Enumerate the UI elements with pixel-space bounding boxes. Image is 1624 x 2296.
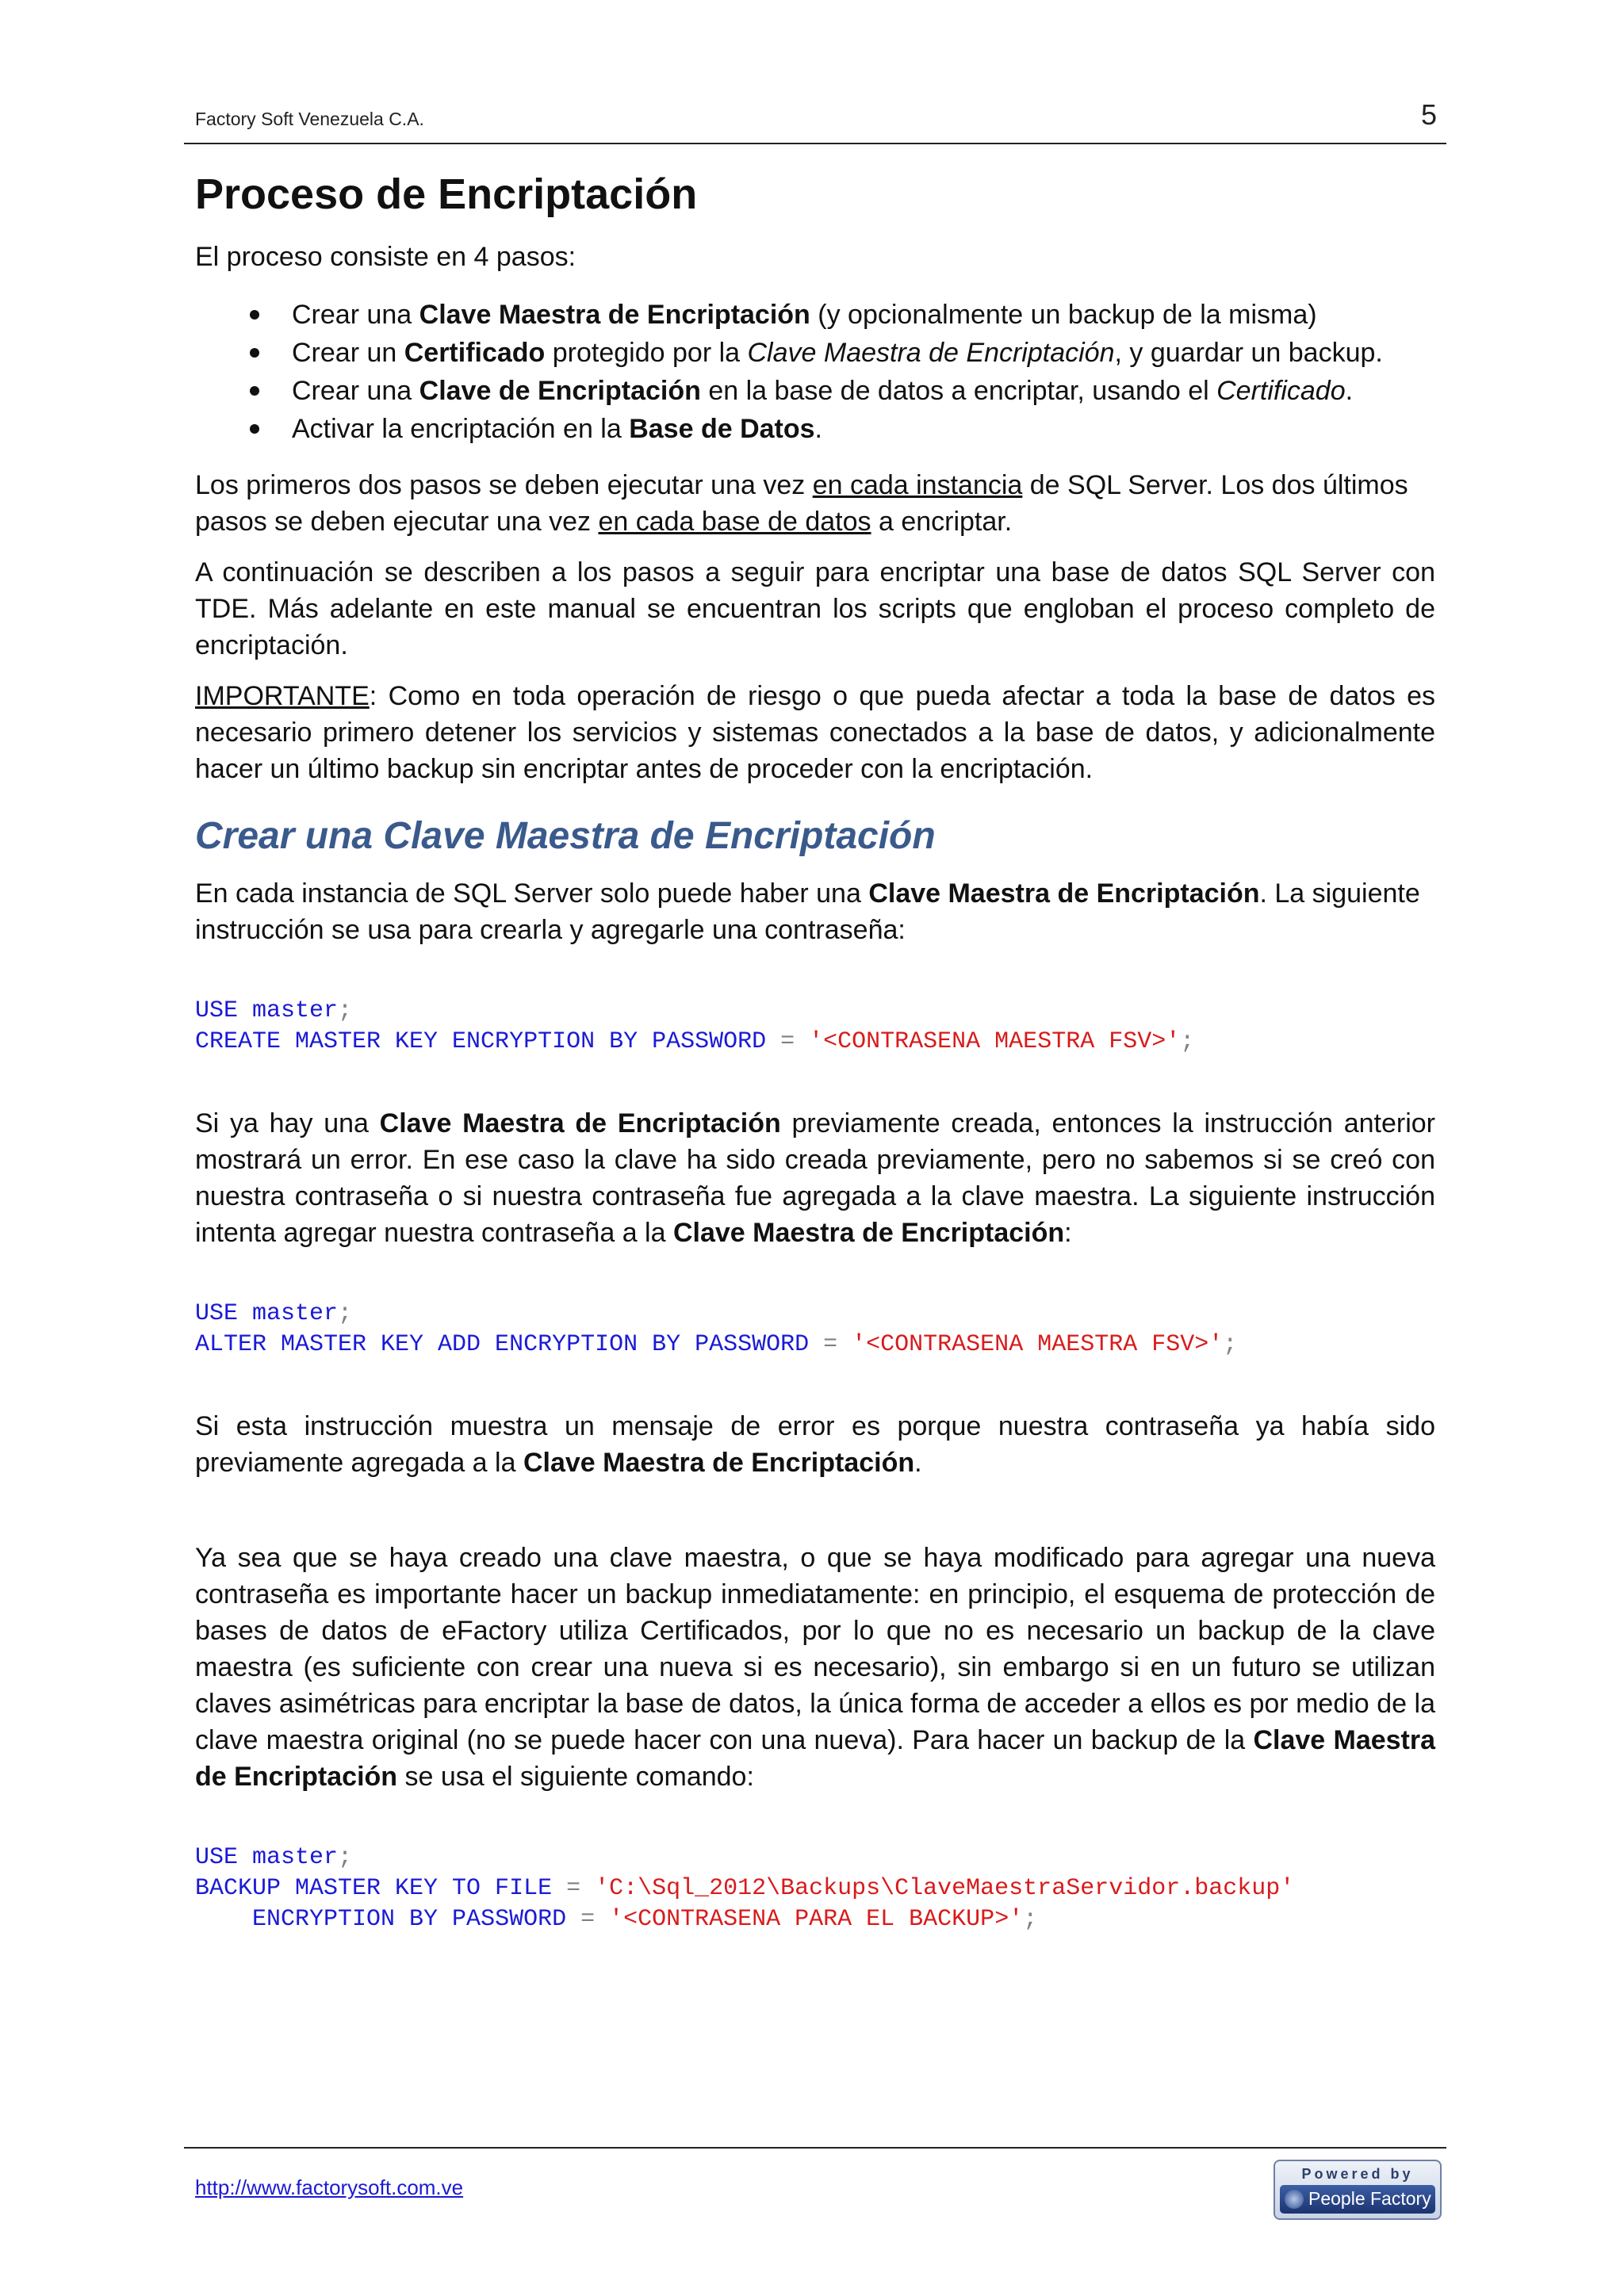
list-item: Crear una Clave Maestra de Encriptación (y opcionalmente un backup de la misma) <box>195 296 1435 334</box>
code-block-create: USE master; CREATE MASTER KEY ENCRYPTION BY PASSWORD = '<CONTRASENA MAESTRA FSV>'; <box>195 997 1195 1056</box>
important-paragraph: IMPORTANTE: Como en toda operación de riesgo o que pueda afectar a toda la base de datos es necesario primero detener los servicios y sistemas conectados a la base de datos, y adicionalmente hacer un último backup sin encriptar antes de proceder con la encriptación. <box>195 681 1435 785</box>
instance-paragraph: En cada instancia de SQL Server solo puede haber una Clave Maestra de Encriptación. La siguiente instrucción se usa para crearla y agregarle una contraseña: <box>195 878 1420 946</box>
code-block-alter: USE master; ALTER MASTER KEY ADD ENCRYPTION BY PASSWORD = '<CONTRASENA MAESTRA FSV>'; <box>195 1300 1238 1359</box>
page-number: 5 <box>1420 98 1437 131</box>
backup-paragraph: Ya sea que se haya creado una clave maestra, o que se haya modificado para agregar una nueva contraseña es importante hacer un backup inmediatamente: en principio, el esquema de protección de bases de datos de eFactory utiliza Certificados, por lo que no es necesario un backup de la clave maestra (es suficiente con crear una nueva si es necesario), sin embargo si en un futuro se utilizan claves asimétricas para encriptar la base de datos, la única forma de acceder a ellos es por medio de la clave maestra original (no se puede hacer con una nueva). Para hacer un backup de la Clave Maestra de Encriptación se usa el siguiente comando: <box>195 1543 1436 1793</box>
page-header <box>184 98 1446 144</box>
code-block-backup: USE master; BACKUP MASTER KEY TO FILE = 'C:\Sql_2012\Backups\ClaveMaestraServidor.backup' ENCRYPTION BY PASSWORD = '<CONTRASENA PARA EL BACKUP>'; <box>195 1844 1295 1934</box>
important-label: IMPORTANTE <box>195 681 370 712</box>
globe-icon <box>1285 2190 1304 2209</box>
already-paragraph: Si ya hay una Clave Maestra de Encriptación previamente creada, entonces la instrucción anterior mostrará un error. En ese caso la clave ha sido creada previamente, pero no sabemos si se creó con nuestra contraseña o si nuestra contraseña fue agregada a la clave maestra. La siguiente instrucción intenta agregar nuestra contraseña a la Clave Maestra de Encriptación: <box>195 1108 1435 1249</box>
bullet-icon <box>250 386 259 396</box>
page-title: Proceso de Encriptación <box>195 170 698 218</box>
steps-list <box>195 296 1435 448</box>
logo-brand-text: People Factory <box>1308 2188 1431 2209</box>
list-item: Activar la encriptación en la Base de Datos. <box>195 410 1435 448</box>
company-name: Factory Soft Venezuela C.A. <box>195 109 424 129</box>
steps-note-paragraph: Los primeros dos pasos se deben ejecutar una vez en cada instancia de SQL Server. Los dos últimos pasos se deben ejecutar una vez en cada base de datos a encriptar. <box>195 470 1408 538</box>
bullet-icon <box>250 348 259 358</box>
logo-top-text: Powered by <box>1301 2166 1414 2182</box>
list-item: Crear un Certificado protegido por la Clave Maestra de Encriptación, y guardar un backup. <box>195 334 1435 372</box>
continue-paragraph: A continuación se describen a los pasos a seguir para encriptar una base de datos SQL Server con TDE. Más adelante en este manual se encuentran los scripts que engloban el proceso completo de encriptación. <box>195 557 1435 661</box>
people-factory-logo <box>1274 2160 1442 2220</box>
section-title: Crear una Clave Maestra de Encriptación <box>195 815 936 858</box>
bullet-icon <box>250 424 259 434</box>
bullet-icon <box>250 310 259 320</box>
footer-divider <box>184 2147 1446 2149</box>
list-item: Crear una Clave de Encriptación en la base de datos a encriptar, usando el Certificado. <box>195 372 1435 410</box>
error-paragraph: Si esta instrucción muestra un mensaje de error es porque nuestra contraseña ya había sido previamente agregada a la Clave Maestra de Encriptación. <box>195 1411 1435 1479</box>
website-link[interactable]: http://www.factorysoft.com.ve <box>195 2175 464 2199</box>
page-content <box>195 171 1435 1983</box>
intro-paragraph: El proceso consiste en 4 pasos: <box>195 242 576 273</box>
